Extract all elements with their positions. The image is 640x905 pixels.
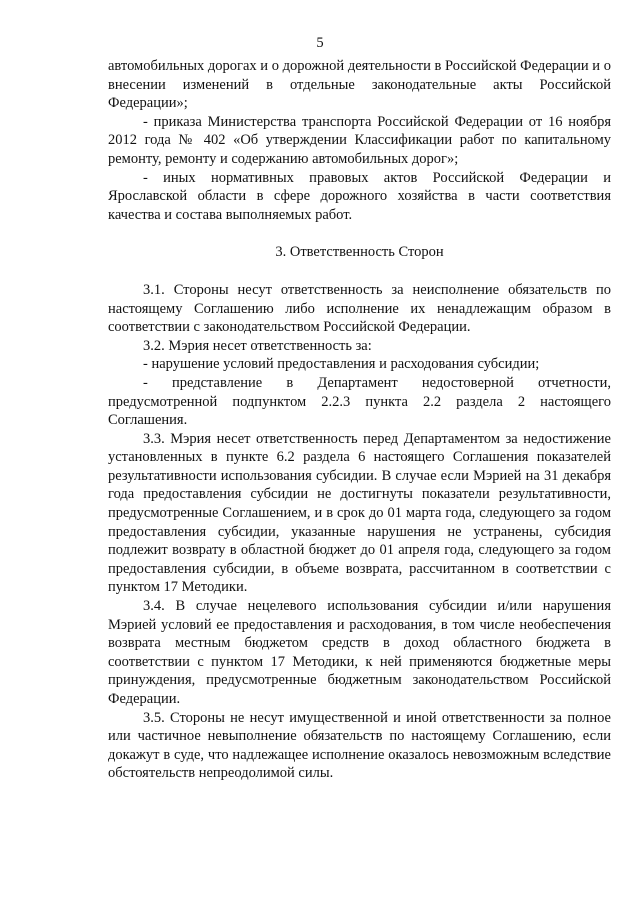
page-number: 5 xyxy=(316,35,324,51)
clause-3-4: 3.4. В случае нецелевого использования субсидии и/или нарушения Мэрией условий ее предоставления и расходования, в том числе необеспечения возврата местным бюджетом средств в доход областного бюджета в соответствии с пунктом 17 Методики, к ней применяются бюджетные меры принуждения, предусмотренные бюджетным законодательством Российской Федерации. xyxy=(108,598,611,707)
section-heading: 3. Ответственность Сторон xyxy=(275,244,444,261)
list-item-other-acts: - иных нормативных правовых актов Российской Федерации и Ярославской области в сфере дорожного хозяйства в части соответствия качества и состава выполняемых работ. xyxy=(108,169,611,223)
clause-3-2-item-1: - нарушение условий предоставления и расходования субсидии; xyxy=(143,356,540,373)
clause-3-2: 3.2. Мэрия несет ответственность за: xyxy=(143,337,372,354)
document-body xyxy=(108,57,611,783)
clause-3-3: 3.3. Мэрия несет ответственность перед Департаментом за недостижение установленных в пункте 6.2 раздела 6 настоящего Соглашения показателей результативности использования субсидии. В случае если Мэрией на 31 декабря года предоставления субсидии не достигнуты показатели результативности, предусмотренные Соглашением, и в срок до 01 марта года, следующего за годом предоставления субсидии, указанные нарушения не устранены, субсидия подлежит возврату в областной бюджет до 01 апреля года, следующего за годом предоставления субсидии, в объеме возврата, рассчитанном в соответствии с пунктом 17 Методики. xyxy=(108,430,611,596)
list-item-order: - приказа Министерства транспорта Российской Федерации от 16 ноября 2012 года № 402 «Об утверждении Классификации работ по капитальному ремонту, ремонту и содержанию автомобильных дорог»; xyxy=(108,113,611,167)
paragraph-continuation: автомобильных дорогах и о дорожной деятельности в Российской Федерации и о внесении изменений в отдельные законодательные акты Российской Федерации»; xyxy=(108,58,611,112)
clause-3-5: 3.5. Стороны не несут имущественной и иной ответственности за полное или частичное невыполнение обязательств по настоящему Соглашению, если докажут в суде, что надлежащее исполнение оказалось невозможным вследствие обстоятельств непреодолимой силы. xyxy=(108,709,611,782)
clause-3-2-item-2: - представление в Департамент недостоверной отчетности, предусмотренной подпунктом 2.2.3 пункта 2.2 раздела 2 настоящего Соглашения. xyxy=(108,374,611,429)
clause-3-1: 3.1. Стороны несут ответственность за неисполнение обязательств по настоящему Соглашению либо исполнение их ненадлежащим образом в соответствии с законодательством Российской Федерации. xyxy=(108,281,611,336)
